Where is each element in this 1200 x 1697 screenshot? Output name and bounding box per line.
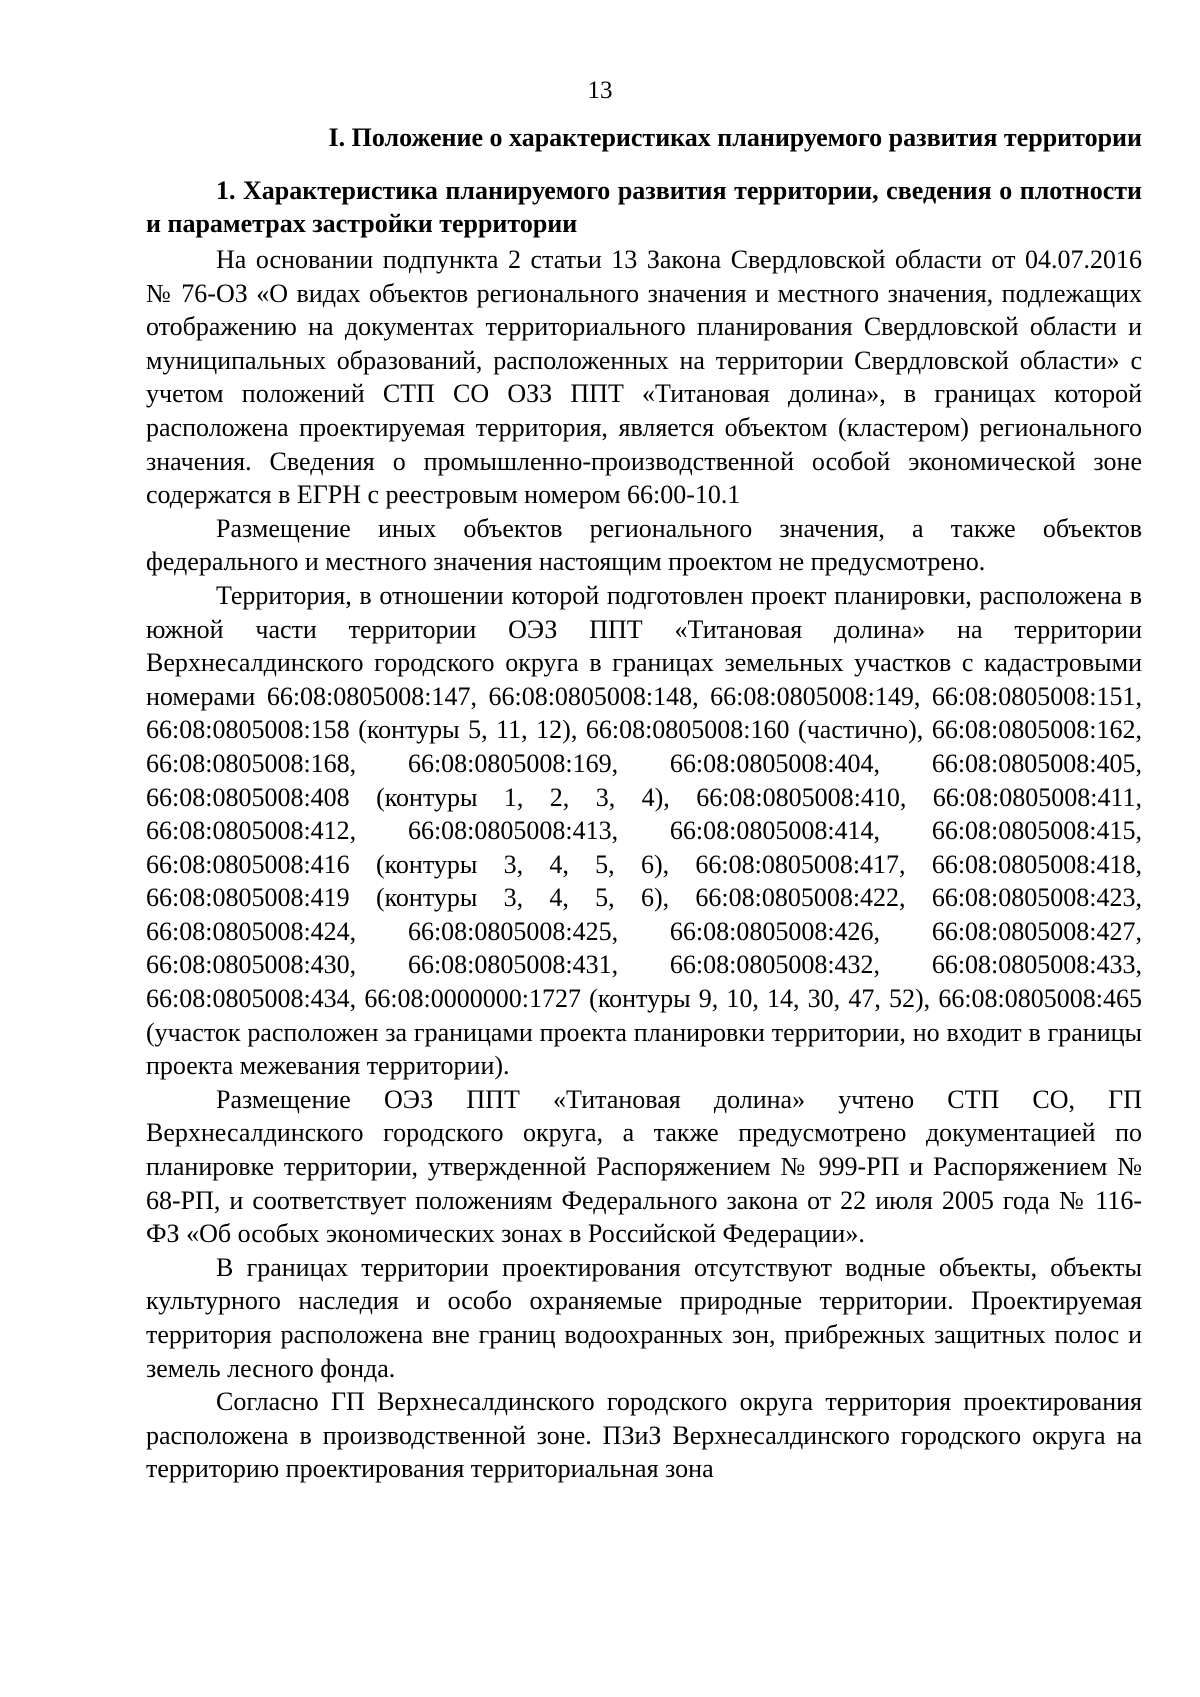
section-title: I. Положение о характеристиках планируемого развития территории	[328, 123, 1142, 152]
page-number: 13	[587, 77, 613, 104]
paragraph: Размещение иных объектов регионального значения, а также объектов федерального и местного значения настоящим проектом не предусмотрено.	[146, 513, 1142, 577]
document-body	[146, 120, 1142, 1486]
paragraph: Размещение ОЭЗ ППТ «Титановая долина» учтено СТП СО, ГП Верхнесалдинского городского округа, а также предусмотрено документацией по планировке территории, утвержденной Распоряжением № 999-РП и Распоряжением № 68-РП, и соответствует положениям Федерального закона от 22 июля 2005 года № 116-ФЗ «Об особых экономических зонах в Российской Федерации».	[146, 1084, 1142, 1249]
paragraph: Территория, в отношении которой подготовлен проект планировки, расположена в южной части территории ОЭЗ ППТ «Титановая долина» на территории Верхнесалдинского городского округа в границах земельных участков с кадастровыми номерами 66:08:0805008:147, 66:08:0805008:148, 66:08:0805008:149, 66:08:0805008:151, 66:08:0805008:158 (контуры 5, 11, 12), 66:08:0805008:160 (частично), 66:08:0805008:162, 66:08:0805008:168, 66:08:0805008:169, 66:08:0805008:404, 66:08:0805008:405, 66:08:0805008:408 (контуры 1, 2, 3, 4), 66:08:0805008:410, 66:08:0805008:411, 66:08:0805008:412, 66:08:0805008:413, 66:08:0805008:414, 66:08:0805008:415, 66:08:0805008:416 (контуры 3, 4, 5, 6), 66:08:0805008:417, 66:08:0805008:418, 66:08:0805008:419 (контуры 3, 4, 5, 6), 66:08:0805008:422, 66:08:0805008:423, 66:08:0805008:424, 66:08:0805008:425, 66:08:0805008:426, 66:08:0805008:427, 66:08:0805008:430, 66:08:0805008:431, 66:08:0805008:432, 66:08:0805008:433, 66:08:0805008:434, 66:08:0000000:1727 (контуры 9, 10, 14, 30, 47, 52), 66:08:0805008:465 (участок расположен за границами проекта планировки территории, но входит в границы проекта межевания территории).	[146, 580, 1142, 1081]
subsection-title: 1. Характеристика планируемого развития территории, сведения о плотности и параметрах застройки территории	[146, 176, 1142, 238]
paragraph: На основании подпункта 2 статьи 13 Закона Свердловской области от 04.07.2016 № 76-ОЗ «О видах объектов регионального значения и местного значения, подлежащих отображению на документах территориального планирования Свердловской области и муниципальных образований, расположенных на территории Свердловской области» с учетом положений СТП СО ОЗЗ ППТ «Титановая долина», в границах которой расположена проектируемая территория, является объектом (кластером) регионального значения. Сведения о промышленно-производственной особой экономической зоне содержатся в ЕГРН с реестровым номером 66:00-10.1	[146, 245, 1142, 510]
paragraph: Согласно ГП Верхнесалдинского городского округа территория проектирования расположена в производственной зоне. ПЗиЗ Верхнесалдинского городского округа на территорию проектирования территориальная зона	[146, 1387, 1142, 1484]
paragraph: В границах территории проектирования отсутствуют водные объекты, объекты культурного наследия и особо охраняемые природные территории. Проектируемая территория расположена вне границ водоохранных зон, прибрежных защитных полос и земель лесного фонда.	[146, 1252, 1142, 1383]
